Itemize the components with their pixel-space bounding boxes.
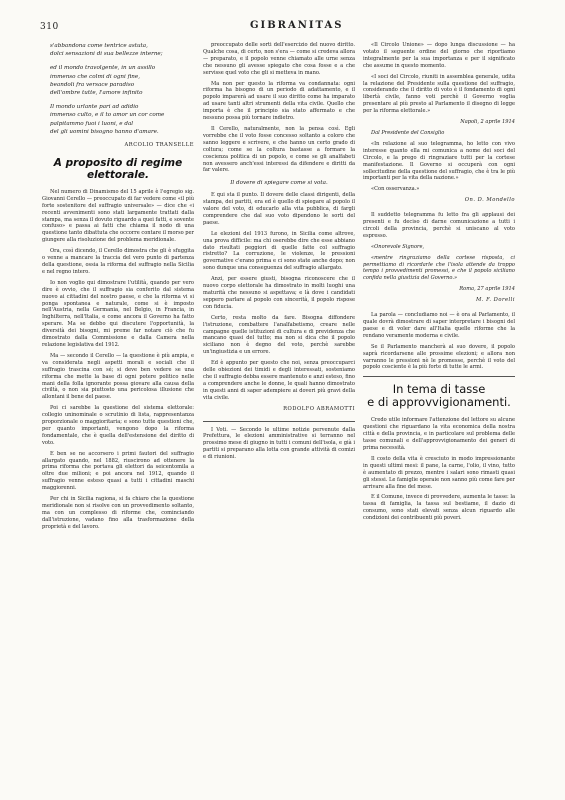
article-paragraph: E qui sta il punto. Il dovere delle classi dirigenti, della stampa, dei partiti, era ed è quello di spiegare al popolo il valore del voto, di educarlo alla vita pubblica, di fargli comprendere che dal suo voto dipendono le sorti del paese. [203, 192, 355, 226]
article-paragraph: «In relazione al suo telegramma, ho letto con vivo interesse quanto ella mi comunica a nome dei soci del Circolo, e la prego di ringraziare tutti per la cortese manifestazione. Il Governo si occuperà con ogni sollecitudine della questione del suffragio, che è tra le più importanti per la vita della nazione.» [363, 140, 515, 182]
article-paragraph: Ma non per questo la riforma va condannata: ogni riforma ha bisogno di un periodo di adattamento, e il popolo imparerà ad usare il suo diritto come ha imparato ad usare tanti altri strumenti della vita civile. Quello che importa è che il principio sia stato affermato e che nessuno possa più tornare indietro. [203, 80, 355, 122]
article-paragraph: «Il Circolo Unione» — dopo lunga discussione — ha votato il seguente ordine del giorno che riportiamo integralmente per la sua importanza e per il significato che assume in questo momento. [363, 42, 515, 69]
article-paragraph: Il costo della vita è cresciuto in modo impressionante in questi ultimi mesi: il pane, la carne, l'olio, il vino, tutto è aumentato di prezzo, mentre i salari sono rimasti quasi gli stessi. Le famiglie operaie non sanno più come fare per arrivare alla fine del mese. [363, 455, 515, 490]
dateline: Roma, 27 aprile 1914 [459, 286, 515, 293]
article-paragraph: Ma — secondo il Cerello — la questione è più ampia, e va considerata negli aspetti morali e sociali che il suffragio trascina con sé; si deve ben vedere se una riforma che mette la base di ogni potere politico nelle mani della folla ignorante possa giovare alla causa della civiltà, o non sia piuttosto una pericolosa illusione che allontani il bene del paese. [42, 352, 194, 401]
article-paragraph: Ed è appunto per questo che noi, senza preoccuparci delle obiezioni dei timidi e degli interessati, sosteniamo che il suffragio debba essere mantenuto e anzi esteso, fino a comprendere anche le donne, le quali hanno dimostrato in questi anni di saper adempiere ai doveri più gravi della vita civile. [203, 360, 355, 401]
article-title: A proposito di regime elettorale. [53, 156, 183, 181]
article-paragraph: Per chi in Sicilia ragiona, si fa chiaro che la questione meridionale non si risolve con un provvedimento soltanto, ma con un complesso di riforme che, cominciando dall'istruzione, vadano fino alla trasformazione della proprietà e del lavoro. [42, 496, 194, 530]
article-paragraph: Se il Parlamento mancherà al suo dovere, il popolo saprà ricordarsene alle prossime elezioni; e allora non varranno le pressioni nè le promesse, perchè il voto del popolo cosciente è la più forte di tutte le armi. [363, 343, 515, 371]
article-paragraph: «Con osservanza.» [371, 186, 420, 193]
poem-stanza-3: Il mondo urlante pari ad adidio immenso culto, e il to amor un cor come palpitammo fuoi i luoni, e dal del gli uomini bisogno hanno d'amare. [50, 104, 165, 135]
article-paragraph: Io non voglio qui dimostrare l'utilità, quando per vero dire è ovvio, che il suffragio sia conferito dal sistema nuovo ai cittadini del nostro paese, e che la riforma vi si ponga spontanea e naturale, come si è imposto nell'Austria, nella Germania, nel Belgio, in Francia, in Inghilterra, nell'Italia, e come ancora il Governo ha fatto sperare. Ma se debbo qui discutere l'opportunità, la diversità dei bisogni, mi preme far notare ciò che fu dimostrato dalla Commissione e dalla Camera nella relazione legislativa del 1912. [42, 279, 194, 348]
poem-signature: ARCOLIO TRANSELLE [124, 142, 194, 149]
poem-stanza-1: s'abbandona come tentrice astuta, dolci sensazioni di sua bellezze interne; [50, 43, 163, 58]
letter-signature: M. F. Dorelli [475, 297, 515, 304]
letter-paragraph: «mentre ringraziamo della cortese risposta, ci permettiamo di ricordarle che l'isola attende da troppo tempo i provvedimenti promessi, e che il popolo siciliano confida nella giustizia del Governo.» [363, 254, 515, 282]
page-number: 310 [40, 22, 59, 32]
article-title: In tema di tasse e di approvvigionamenti. [367, 382, 511, 410]
column-1 [42, 42, 194, 762]
article-paragraph: Nel numero di Dinamismo del 15 aprile è l'egregio sig. Giovanni Cerello — preoccupato di far vedere come «il più forte sostenitore del suffragio universale» — dice che «i recenti avvenimenti sono stati largamente trattati dalla stampa, ma senza il dovuto riguardo a quei fatti, e sovente confuso» e passa ai fatti che chiama il nodo di una questione tanto dibattuta che occorre contare il morso per giungere alla risoluzione del problema meridionale. [42, 188, 194, 244]
article-paragraph: «I soci del Circolo, riuniti in assemblea generale, udita la relazione del Presidente sulla questione del suffragio, considerando che il diritto di voto è il fondamento di ogni libertà civile, fanno voti perchè il Governo voglia presentare al più presto al Parlamento il disegno di legge per la riforma elettorale.» [363, 73, 515, 115]
section-subtitle: Dal Presidente del Consiglio [371, 129, 445, 136]
column-3 [363, 42, 515, 762]
article-paragraph: Credo utile informare l'attenzione del lettore su alcune questioni che riguardano la vita economica della nostra città e della provincia, e in particolare sul problema delle tasse comunali e dell'approvvigionamento dei generi di prima necessità. [363, 417, 515, 451]
journal-title: GIBRANITAS [250, 20, 344, 31]
dateline: Napoli, 2 aprile 1914 [460, 119, 515, 126]
letter-salutation: «Onorevole Signore, [371, 243, 425, 250]
article-paragraph: Poi ci sarebbe la questione del sistema elettorale: collegio uninominale o scrutinio di lista, rappresentanza proporzionale o maggioritaria; e sono tutte questioni che, per quanto importanti, vengono dopo la riforma fondamentale, che è quella dell'estensione del diritto di voto. [42, 405, 194, 446]
divider [203, 421, 355, 422]
section-subtitle: Il dovere di spiegare come si vota. [230, 180, 328, 187]
poem-stanza-2: ed il mondo travolgente, in un assillo immenso che colmi di ogni fine, beandoli fra versace paradiso dell'ombre tutte, l'amore infinito [50, 65, 156, 97]
article-paragraph: Ora, così dicendo, il Cerello dimostra che gli è sfuggita o venne a mancare la traccia del vero punto di partenza della questione, ossia la riforma del suffragio nella Sicilia e nel regno intero. [42, 248, 194, 275]
article-paragraph: preoccupato delle sorti dell'esercizio del nuovo diritto. Qualche cosa, di certo, non s'era — come si credeva allora — preparato, e il popolo venne chiamato alle urne senza che nessuno gli avesse spiegato che cosa fosse e a che servisse quel voto che gli si metteva in mano. [203, 42, 355, 76]
column-2 [203, 42, 355, 762]
telegram-signature: On. D. Mondello [464, 197, 515, 204]
article-paragraph: Il Cerello, naturalmente, non la pensa così. Egli vorrebbe che il voto fosse concesso soltanto a coloro che sanno leggere e scrivere, e che hanno un certo grado di coltura; come se la coltura bastasse a formare la coscienza politica di un popolo, e come se gli analfabeti non avessero anch'essi interessi da difendere e diritti da far valere. [203, 125, 355, 174]
news-paragraph: I Voti. — Secondo le ultime notizie pervenute dalla Prefettura, le elezioni amministrative si terranno nel prossimo mese di giugno in tutti i comuni dell'isola, e già i partiti si preparano alla lotta con grande attività di comizi e di riunioni. [203, 426, 355, 461]
article-paragraph: Certo, resta molto da fare. Bisogna diffondere l'istruzione, combattere l'analfabetismo, creare nelle campagne quelle istituzioni di cultura e di previdenza che mancano quasi del tutto; ma non si dica che il popolo siciliano non è degno del voto, perchè sarebbe un'ingiustizia e un errore. [203, 314, 355, 356]
page-header [40, 20, 540, 36]
article-paragraph: Le elezioni del 1913 furono, in Sicilia come altrove, una prova difficile: ma chi oserebbe dire che esse abbiano dato risultati peggiori di quelle fatte col suffragio ristretto? La corruzione, le violenze, le pressioni governative c'erano prima e ci sono state anche dopo; non sono dunque una conseguenza del suffragio allargato. [203, 230, 355, 272]
article-signature: RODOLFO ABRAMOTTI [283, 405, 355, 412]
divider [363, 376, 515, 377]
article-paragraph: Anzi, per essere giusti, bisogna riconoscere che il nuovo corpo elettorale ha dimostrato in molti luoghi una maturità che nessuno si aspettava; e là dove i candidati seppero parlare al popolo con sincerità, il popolo rispose con fiducia. [203, 276, 355, 310]
article-paragraph: La parola — concludiamo noi — è ora al Parlamento, il quale dovrà dimostrare di saper interpretare i bisogni del paese e di voler dare all'Italia quelle riforme che la rendano veramente moderna e civile. [363, 312, 515, 339]
article-paragraph: E ben se ne accorsero i primi fautori del suffragio allargato quando, nel 1882, riuscirono ad ottenere la prima riforma che portava gli elettori da seicentomila a oltre due milioni; e poi ancora nel 1912, quando il suffragio venne esteso quasi a tutti i cittadini maschi maggiorenni. [42, 450, 194, 492]
article-paragraph: Il suddetto telegramma fu letto fra gli applausi dei presenti e fu deciso di darne comunicazione a tutti i circoli della provincia, perchè si uniscano al voto espresso. [363, 212, 515, 239]
article-paragraph: E il Comune, invece di provvedere, aumenta le tasse: la tassa di famiglia, la tassa sul bestiame, il dazio di consumo, sono stati elevati senza alcun riguardo alle condizioni dei contribuenti più poveri. [363, 494, 515, 522]
